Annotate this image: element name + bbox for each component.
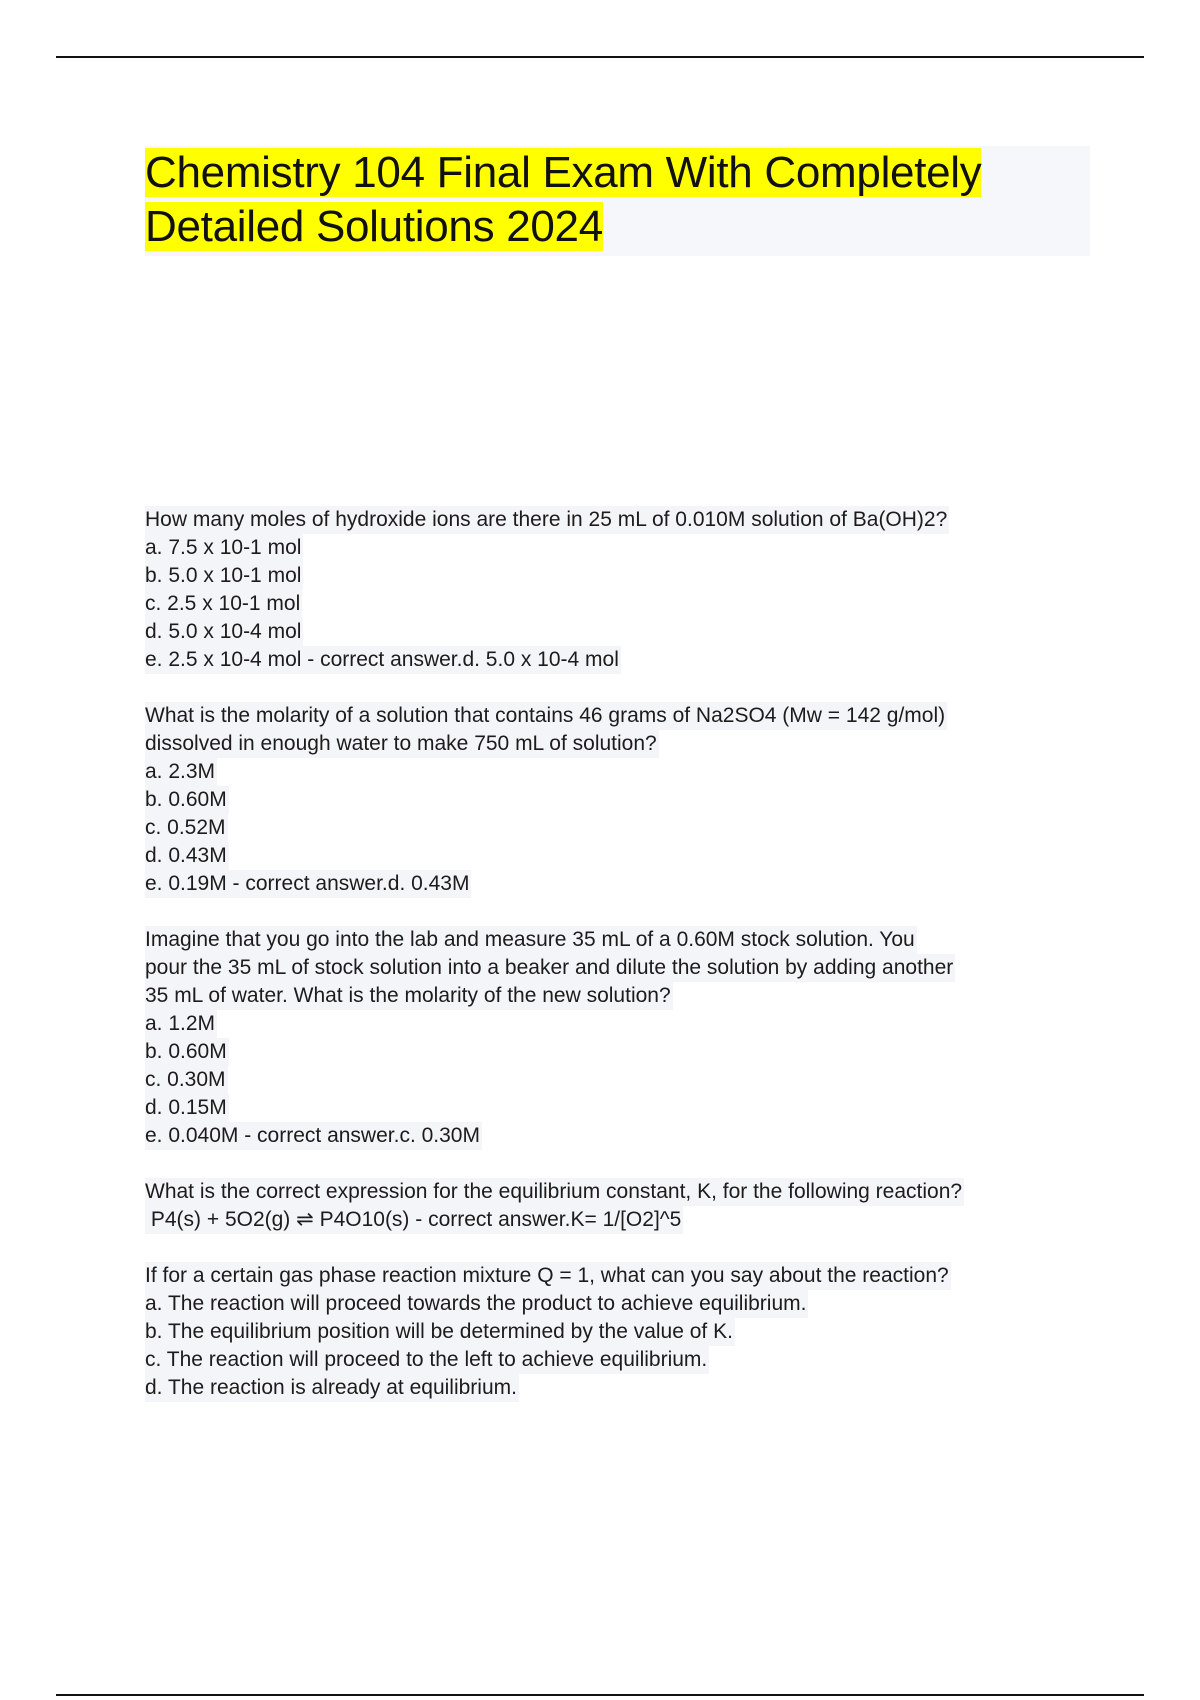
answer-option-with-solution: e. 2.5 x 10-4 mol - correct answer.d. 5.0 x 10-4 mol [145, 646, 621, 674]
page-title [145, 146, 1090, 254]
answer-option: c. 0.52M [145, 814, 228, 842]
answer-option: a. The reaction will proceed towards the product to achieve equilibrium. [145, 1290, 808, 1318]
question-list [145, 506, 1105, 1430]
question-text: How many moles of hydroxide ions are there in 25 mL of 0.010M solution of Ba(OH)2? [145, 506, 949, 534]
answer-option: c. 0.30M [145, 1066, 228, 1094]
question-1 [145, 506, 1105, 674]
answer-option: c. 2.5 x 10-1 mol [145, 590, 302, 618]
answer-option: b. 0.60M [145, 786, 229, 814]
question-text: pour the 35 mL of stock solution into a beaker and dilute the solution by adding another [145, 954, 955, 982]
answer-option: a. 1.2M [145, 1010, 217, 1038]
question-text: What is the correct expression for the equilibrium constant, K, for the following reaction? [145, 1178, 964, 1206]
answer-option: b. 5.0 x 10-1 mol [145, 562, 303, 590]
answer-option: a. 7.5 x 10-1 mol [145, 534, 303, 562]
question-2 [145, 702, 1105, 898]
question-text: If for a certain gas phase reaction mixture Q = 1, what can you say about the reaction? [145, 1262, 951, 1290]
answer-option: d. The reaction is already at equilibrium. [145, 1374, 519, 1402]
question-text: dissolved in enough water to make 750 mL of solution? [145, 730, 659, 758]
answer-option: d. 0.43M [145, 842, 229, 870]
answer-option: c. The reaction will proceed to the left to achieve equilibrium. [145, 1346, 709, 1374]
answer-option-with-solution: e. 0.040M - correct answer.c. 0.30M [145, 1122, 482, 1150]
question-3 [145, 926, 1105, 1150]
answer-option: b. The equilibrium position will be determined by the value of K. [145, 1318, 735, 1346]
question-text: What is the molarity of a solution that contains 46 grams of Na2SO4 (Mw = 142 g/mol) [145, 702, 947, 730]
question-text: Imagine that you go into the lab and measure 35 mL of a 0.60M stock solution. You [145, 926, 917, 954]
reaction-with-solution: P4(s) + 5O2(g) ⇌ P4O10(s) - correct answer.K= 1/[O2]^5 [145, 1206, 683, 1234]
answer-option-with-solution: e. 0.19M - correct answer.d. 0.43M [145, 870, 471, 898]
question-text: 35 mL of water. What is the molarity of the new solution? [145, 982, 673, 1010]
answer-option: a. 2.3M [145, 758, 217, 786]
bottom-rule [56, 1694, 1144, 1696]
top-rule [56, 56, 1144, 58]
answer-option: d. 5.0 x 10-4 mol [145, 618, 303, 646]
answer-option: d. 0.15M [145, 1094, 229, 1122]
question-5 [145, 1262, 1105, 1402]
page-title-text: Chemistry 104 Final Exam With Completely Detailed Solutions 2024 [145, 148, 982, 251]
question-4 [145, 1178, 1105, 1234]
answer-option: b. 0.60M [145, 1038, 229, 1066]
